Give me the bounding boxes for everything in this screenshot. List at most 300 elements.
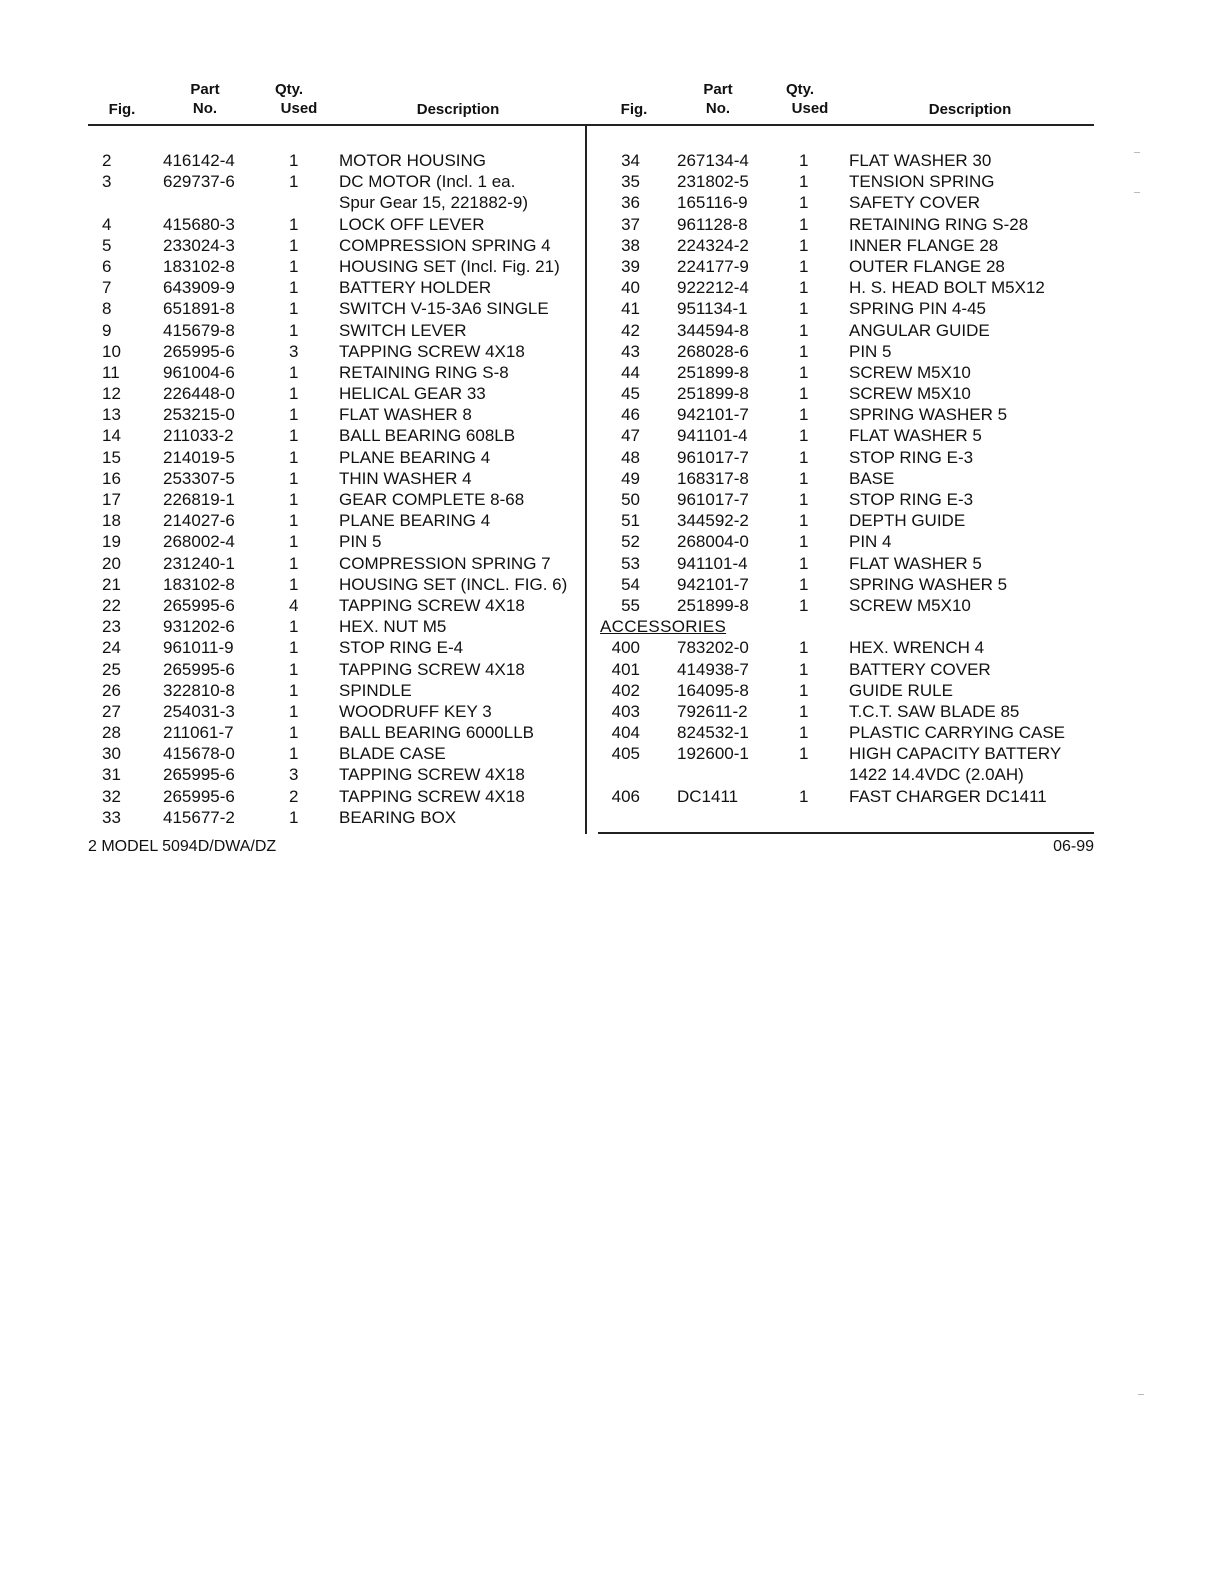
scan-speck xyxy=(1138,1394,1144,1395)
description-cell: HOUSING SET (INCL. FIG. 6) xyxy=(339,574,568,594)
table-row xyxy=(598,722,1094,743)
part-number-cell: 183102-8 xyxy=(163,256,235,276)
part-number-cell: 268002-4 xyxy=(163,532,235,552)
part-number-cell: 253215-0 xyxy=(163,405,235,425)
fig-cell: 36 xyxy=(621,193,640,213)
description-cell: SCREW M5X10 xyxy=(849,384,971,404)
part-number-cell: 416142-4 xyxy=(163,151,235,170)
table-row xyxy=(598,256,1094,277)
table-row xyxy=(88,637,584,658)
table-row xyxy=(88,150,584,171)
fig-cell: 33 xyxy=(102,807,121,827)
fig-cell: 7 xyxy=(102,278,112,298)
description-cell: SPRING WASHER 5 xyxy=(849,574,1008,594)
fig-cell: 45 xyxy=(621,384,640,404)
table-row xyxy=(598,298,1094,319)
accessories-heading: ACCESSORIES xyxy=(600,617,727,637)
fig-cell: 8 xyxy=(102,299,112,319)
description-cell: SWITCH LEVER xyxy=(339,320,467,340)
fig-cell: 42 xyxy=(621,320,640,340)
qty-cell: 1 xyxy=(289,617,299,637)
description-cell: FAST CHARGER DC1411 xyxy=(849,786,1047,806)
qty-cell: 1 xyxy=(289,807,299,827)
description-cell: MOTOR HOUSING xyxy=(339,151,487,170)
description-cell: OUTER FLANGE 28 xyxy=(849,256,1005,276)
qty-cell: 1 xyxy=(289,723,299,743)
qty-cell: 1 xyxy=(799,638,809,658)
part-number-cell: 214019-5 xyxy=(163,447,235,467)
qty-cell: 1 xyxy=(289,744,299,764)
qty-cell: 1 xyxy=(799,341,809,361)
qty-cell: 1 xyxy=(799,511,809,531)
part-number-cell: 415680-3 xyxy=(163,214,235,234)
table-row xyxy=(88,701,584,722)
parts-list-sheet xyxy=(88,78,1094,855)
description-cell: HEX. NUT M5 xyxy=(339,617,447,637)
description-cell: BEARING BOX xyxy=(339,807,457,827)
fig-cell: 406 xyxy=(611,786,640,806)
description-cell: BATTERY COVER xyxy=(849,659,991,679)
part-number-cell: 251899-8 xyxy=(677,595,749,615)
part-number-cell: 224177-9 xyxy=(677,256,749,276)
description-cell: HOUSING SET (Incl. Fig. 21) xyxy=(339,256,560,276)
description-cell: TAPPING SCREW 4X18 xyxy=(339,341,525,361)
qty-cell: 1 xyxy=(799,680,809,700)
part-number-cell: 629737-6 xyxy=(163,172,235,192)
table-row xyxy=(598,447,1094,468)
description-cell: RETAINING RING S-28 xyxy=(849,214,1029,234)
table-row xyxy=(88,383,584,404)
table-row xyxy=(598,235,1094,256)
description-cell: PLANE BEARING 4 xyxy=(339,447,491,467)
part-number-cell: 941101-4 xyxy=(677,553,748,573)
fig-cell: 12 xyxy=(102,384,121,404)
part-number-cell: 268028-6 xyxy=(677,341,749,361)
part-number-cell: 268004-0 xyxy=(677,532,749,552)
qty-cell: 1 xyxy=(289,299,299,319)
fig-cell: 41 xyxy=(621,299,640,319)
table-row xyxy=(88,807,584,828)
qty-cell: 1 xyxy=(289,278,299,298)
qty-cell: 1 xyxy=(799,595,809,615)
fig-cell: 10 xyxy=(102,341,121,361)
part-number-cell: 415679-8 xyxy=(163,320,235,340)
fig-cell: 27 xyxy=(102,701,121,721)
description-cell: DEPTH GUIDE xyxy=(849,511,966,531)
fig-cell: 26 xyxy=(102,680,121,700)
table-row xyxy=(598,701,1094,722)
qty-cell: 1 xyxy=(799,405,809,425)
description-cell: SPINDLE xyxy=(339,680,412,700)
qty-cell: 2 xyxy=(289,786,299,806)
header-fig-left: Fig. xyxy=(108,101,136,118)
part-number-cell: 931202-6 xyxy=(163,617,235,637)
description-cell: 1422 14.4VDC (2.0AH) xyxy=(849,765,1024,785)
header-qty-line1: Qty. xyxy=(275,81,304,98)
description-cell: DC MOTOR (Incl. 1 ea. xyxy=(339,172,516,192)
header-part-line2: No. xyxy=(705,100,731,117)
fig-cell: 39 xyxy=(621,256,640,276)
description-cell: PIN 4 xyxy=(849,532,892,552)
fig-cell: 50 xyxy=(621,490,640,509)
part-number-cell: 415678-0 xyxy=(163,744,235,764)
description-cell: PLASTIC CARRYING CASE xyxy=(849,723,1066,743)
qty-cell: 1 xyxy=(289,405,299,425)
qty-cell: 1 xyxy=(289,490,299,509)
bottom-divider xyxy=(598,832,1094,834)
qty-cell: 1 xyxy=(799,235,809,255)
table-row xyxy=(88,616,584,637)
fig-cell: 3 xyxy=(102,172,112,192)
scan-speck xyxy=(1134,192,1140,193)
header-qty-line2: Used xyxy=(280,100,318,117)
table-row xyxy=(88,425,584,446)
left-parts-column xyxy=(88,150,584,828)
qty-cell: 1 xyxy=(289,172,299,192)
part-number-cell: 226819-1 xyxy=(163,490,235,509)
table-row xyxy=(598,637,1094,658)
description-cell: SPRING PIN 4-45 xyxy=(849,299,986,319)
table-row xyxy=(88,574,584,595)
part-number-cell: 231240-1 xyxy=(163,553,235,573)
table-row xyxy=(88,786,584,807)
table-row xyxy=(598,574,1094,595)
fig-cell: 54 xyxy=(621,574,640,594)
table-row xyxy=(598,383,1094,404)
part-number-cell: 651891-8 xyxy=(163,299,235,319)
fig-cell: 23 xyxy=(102,617,121,637)
qty-cell: 1 xyxy=(799,723,809,743)
fig-cell: 35 xyxy=(621,172,640,192)
fig-cell: 11 xyxy=(102,362,120,382)
table-row xyxy=(598,277,1094,298)
qty-cell: 1 xyxy=(799,193,809,213)
header-part-line1: Part xyxy=(190,81,220,98)
header-fig-right: Fig. xyxy=(620,101,648,118)
fig-cell: 13 xyxy=(102,405,121,425)
description-cell: BALL BEARING 608LB xyxy=(339,426,516,446)
part-number-cell: 254031-3 xyxy=(163,701,235,721)
header-qty-line1: Qty. xyxy=(786,81,815,98)
qty-cell: 1 xyxy=(289,680,299,700)
fig-cell: 15 xyxy=(102,447,121,467)
fig-cell: 52 xyxy=(621,532,640,552)
fig-cell: 51 xyxy=(621,511,640,531)
fig-cell: 20 xyxy=(102,553,121,573)
table-row xyxy=(88,256,584,277)
fig-cell: 43 xyxy=(621,341,640,361)
qty-cell: 1 xyxy=(799,151,809,170)
part-number-cell: 942101-7 xyxy=(677,405,749,425)
fig-cell: 2 xyxy=(102,151,112,170)
table-row xyxy=(88,468,584,489)
qty-cell: 1 xyxy=(799,786,809,806)
fig-cell: 55 xyxy=(621,595,640,615)
description-cell: HIGH CAPACITY BATTERY xyxy=(849,744,1062,764)
header-qty-line2: Used xyxy=(791,100,829,117)
fig-cell: 404 xyxy=(611,723,640,743)
part-number-cell: 951134-1 xyxy=(677,299,748,319)
description-cell: WOODRUFF KEY 3 xyxy=(339,701,492,721)
table-row xyxy=(88,680,584,701)
table-row xyxy=(598,531,1094,552)
description-cell: PIN 5 xyxy=(849,341,892,361)
part-number-cell: 164095-8 xyxy=(677,680,749,700)
table-row xyxy=(598,362,1094,383)
description-cell: INNER FLANGE 28 xyxy=(849,235,999,255)
part-number-cell: 214027-6 xyxy=(163,511,235,531)
column-divider xyxy=(585,126,587,834)
part-number-cell: 265995-6 xyxy=(163,341,235,361)
header-qty-left xyxy=(272,80,326,118)
table-row xyxy=(88,277,584,298)
part-number-cell: 211061-7 xyxy=(163,723,234,743)
qty-cell: 1 xyxy=(289,256,299,276)
table-row xyxy=(88,362,584,383)
description-cell: TENSION SPRING xyxy=(849,172,995,192)
fig-cell: 14 xyxy=(102,426,121,446)
table-row xyxy=(598,320,1094,341)
fig-cell: 40 xyxy=(621,278,640,298)
fig-cell: 16 xyxy=(102,468,121,488)
description-cell: HELICAL GEAR 33 xyxy=(339,384,486,404)
table-row xyxy=(88,743,584,764)
table-row xyxy=(598,171,1094,192)
table-row xyxy=(598,192,1094,213)
fig-cell: 44 xyxy=(621,362,640,382)
table-row xyxy=(88,341,584,362)
qty-cell: 1 xyxy=(799,744,809,764)
part-number-cell: DC1411 xyxy=(677,786,739,806)
fig-cell: 31 xyxy=(102,765,121,785)
qty-cell: 1 xyxy=(289,553,299,573)
qty-cell: 1 xyxy=(799,299,809,319)
table-row xyxy=(598,425,1094,446)
description-cell: FLAT WASHER 5 xyxy=(849,553,982,573)
fig-cell: 402 xyxy=(611,680,640,700)
description-cell: SCREW M5X10 xyxy=(849,362,971,382)
qty-cell: 1 xyxy=(289,362,299,382)
description-cell: FLAT WASHER 5 xyxy=(849,426,982,446)
part-number-cell: 961017-7 xyxy=(677,447,749,467)
qty-cell: 1 xyxy=(289,638,299,658)
qty-cell: 1 xyxy=(289,659,299,679)
table-row xyxy=(88,404,584,425)
fig-cell: 48 xyxy=(621,447,640,467)
table-row xyxy=(88,764,584,785)
table-row xyxy=(88,595,584,616)
description-cell: BASE xyxy=(849,468,895,488)
header-part-line1: Part xyxy=(703,81,733,98)
table-row xyxy=(598,595,1094,616)
part-number-cell: 961004-6 xyxy=(163,362,235,382)
qty-cell: 4 xyxy=(289,595,299,615)
part-number-cell: 251899-8 xyxy=(677,362,749,382)
fig-cell: 28 xyxy=(102,723,121,743)
fig-cell: 401 xyxy=(611,659,640,679)
part-number-cell: 211033-2 xyxy=(163,426,234,446)
description-cell: Spur Gear 15, 221882-9) xyxy=(339,193,529,213)
table-row xyxy=(88,722,584,743)
table-row xyxy=(88,235,584,256)
description-cell: FLAT WASHER 30 xyxy=(849,151,992,170)
qty-cell: 1 xyxy=(289,214,299,234)
footer-model: 2 MODEL 5094D/DWA/DZ xyxy=(88,838,277,855)
qty-cell: 1 xyxy=(799,553,809,573)
qty-cell: 1 xyxy=(799,490,809,509)
fig-cell: 21 xyxy=(102,574,121,594)
fig-cell: 4 xyxy=(102,214,112,234)
fig-cell: 5 xyxy=(102,235,112,255)
table-row xyxy=(88,298,584,319)
fig-cell: 9 xyxy=(102,320,112,340)
description-cell: STOP RING E-3 xyxy=(849,447,974,467)
part-number-cell: 226448-0 xyxy=(163,384,235,404)
part-number-cell: 415677-2 xyxy=(163,807,235,827)
description-cell: THIN WASHER 4 xyxy=(339,468,472,488)
fig-cell: 49 xyxy=(621,468,640,488)
qty-cell: 1 xyxy=(799,574,809,594)
table-row xyxy=(88,192,584,213)
part-number-cell: 168317-8 xyxy=(677,468,749,488)
header-part-line2: No. xyxy=(192,100,218,117)
fig-cell: 47 xyxy=(621,426,640,446)
qty-cell: 1 xyxy=(289,320,299,340)
qty-cell: 1 xyxy=(799,447,809,467)
accessories-heading-row xyxy=(598,616,1094,637)
part-number-cell: 251899-8 xyxy=(677,384,749,404)
header-qty-right xyxy=(783,80,837,118)
description-cell: SCREW M5X10 xyxy=(849,595,971,615)
header-description-right: Description xyxy=(928,101,1012,118)
part-number-cell: 824532-1 xyxy=(677,723,749,743)
table-row xyxy=(88,447,584,468)
qty-cell: 3 xyxy=(289,765,299,785)
qty-cell: 1 xyxy=(799,659,809,679)
header-part-right xyxy=(693,80,743,118)
fig-cell: 53 xyxy=(621,553,640,573)
description-cell: SPRING WASHER 5 xyxy=(849,405,1008,425)
header-divider xyxy=(88,124,1094,126)
qty-cell: 1 xyxy=(289,235,299,255)
description-cell: PIN 5 xyxy=(339,532,382,552)
table-row xyxy=(88,320,584,341)
qty-cell: 1 xyxy=(799,468,809,488)
fig-cell: 6 xyxy=(102,256,112,276)
fig-cell: 405 xyxy=(611,744,640,764)
table-row xyxy=(598,659,1094,680)
part-number-cell: 265995-6 xyxy=(163,595,235,615)
qty-cell: 1 xyxy=(799,214,809,234)
fig-cell: 18 xyxy=(102,511,121,531)
part-number-cell: 265995-6 xyxy=(163,659,235,679)
fig-cell: 46 xyxy=(621,405,640,425)
table-row xyxy=(598,341,1094,362)
qty-cell: 1 xyxy=(799,320,809,340)
description-cell: STOP RING E-4 xyxy=(339,638,464,658)
fig-cell: 22 xyxy=(102,595,121,615)
part-number-cell: 265995-6 xyxy=(163,765,235,785)
part-number-cell: 267134-4 xyxy=(677,151,749,170)
table-row xyxy=(598,764,1094,785)
part-number-cell: 344594-8 xyxy=(677,320,749,340)
part-number-cell: 265995-6 xyxy=(163,786,235,806)
part-number-cell: 165116-9 xyxy=(677,193,748,213)
qty-cell: 1 xyxy=(289,426,299,446)
part-number-cell: 922212-4 xyxy=(677,278,749,298)
description-cell: FLAT WASHER 8 xyxy=(339,405,472,425)
part-number-cell: 961017-7 xyxy=(677,490,749,509)
description-cell: BALL BEARING 6000LLB xyxy=(339,723,534,743)
fig-cell: 25 xyxy=(102,659,121,679)
fig-cell: 17 xyxy=(102,490,121,509)
qty-cell: 1 xyxy=(799,256,809,276)
table-row xyxy=(88,489,584,510)
qty-cell: 1 xyxy=(289,447,299,467)
description-cell: PLANE BEARING 4 xyxy=(339,511,491,531)
qty-cell: 1 xyxy=(289,532,299,552)
qty-cell: 1 xyxy=(289,384,299,404)
table-row xyxy=(598,510,1094,531)
part-number-cell: 643909-9 xyxy=(163,278,235,298)
part-number-cell: 192600-1 xyxy=(677,744,749,764)
table-row xyxy=(88,659,584,680)
table-row xyxy=(88,171,584,192)
description-cell: LOCK OFF LEVER xyxy=(339,214,485,234)
part-number-cell: 961011-9 xyxy=(163,638,234,658)
description-cell: TAPPING SCREW 4X18 xyxy=(339,595,525,615)
part-number-cell: 783202-0 xyxy=(677,638,749,658)
fig-cell: 32 xyxy=(102,786,121,806)
description-cell: COMPRESSION SPRING 7 xyxy=(339,553,551,573)
footer-date: 06-99 xyxy=(1053,838,1094,855)
fig-cell: 37 xyxy=(621,214,640,234)
fig-cell: 30 xyxy=(102,744,121,764)
table-row xyxy=(598,214,1094,235)
qty-cell: 1 xyxy=(799,278,809,298)
part-number-cell: 233024-3 xyxy=(163,235,235,255)
fig-cell: 19 xyxy=(102,532,121,552)
description-cell: TAPPING SCREW 4X18 xyxy=(339,659,525,679)
description-cell: TAPPING SCREW 4X18 xyxy=(339,786,525,806)
description-cell: SAFETY COVER xyxy=(849,193,980,213)
part-number-cell: 322810-8 xyxy=(163,680,235,700)
qty-cell: 3 xyxy=(289,341,299,361)
description-cell: STOP RING E-3 xyxy=(849,490,974,509)
description-cell: BLADE CASE xyxy=(339,744,446,764)
qty-cell: 1 xyxy=(799,384,809,404)
fig-cell: 400 xyxy=(611,638,640,658)
description-cell: TAPPING SCREW 4X18 xyxy=(339,765,525,785)
table-row xyxy=(598,150,1094,171)
qty-cell: 1 xyxy=(799,532,809,552)
table-row xyxy=(88,214,584,235)
qty-cell: 1 xyxy=(799,172,809,192)
table-row xyxy=(88,553,584,574)
description-cell: HEX. WRENCH 4 xyxy=(849,638,985,658)
description-cell: T.C.T. SAW BLADE 85 xyxy=(849,701,1020,721)
part-number-cell: 224324-2 xyxy=(677,235,749,255)
part-number-cell: 792611-2 xyxy=(677,701,748,721)
part-number-cell: 942101-7 xyxy=(677,574,749,594)
table-row xyxy=(88,531,584,552)
header-description-left: Description xyxy=(416,101,500,118)
description-cell: H. S. HEAD BOLT M5X12 xyxy=(849,278,1045,298)
description-cell: GEAR COMPLETE 8-68 xyxy=(339,490,525,509)
table-header xyxy=(88,78,1094,124)
table-row xyxy=(598,743,1094,764)
table-row xyxy=(598,786,1094,807)
